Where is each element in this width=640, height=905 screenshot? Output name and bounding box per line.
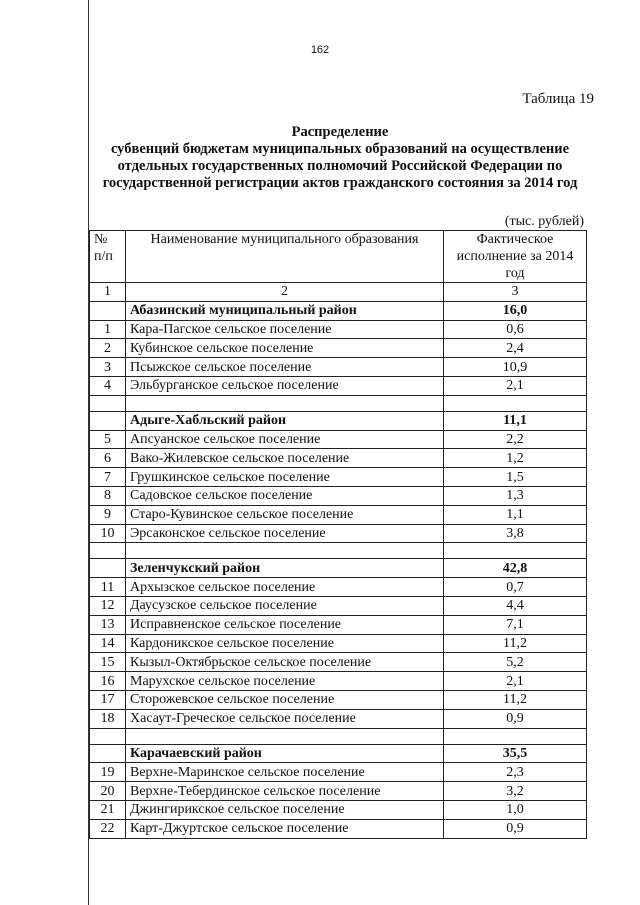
row-name	[126, 543, 444, 559]
row-value: 1,0	[444, 800, 587, 819]
row-name: Эльбурганское сельское поселение	[126, 376, 444, 395]
row-name	[126, 395, 444, 411]
row-value: 0,7	[444, 578, 587, 597]
row-value: 1,2	[444, 449, 587, 468]
row-value: 2,1	[444, 376, 587, 395]
header-name: Наименование муниципального образования	[126, 231, 444, 283]
row-number	[90, 395, 126, 411]
table-row	[90, 653, 587, 672]
header-num: № п/п	[90, 231, 126, 283]
title-line: отдельных государственных полномочий Российской Федерации по	[117, 158, 563, 174]
row-value: 1,3	[444, 486, 587, 505]
table-row	[90, 486, 587, 505]
district-name: Зеленчукский район	[126, 559, 444, 578]
row-number	[90, 728, 126, 744]
row-value: 1,5	[444, 468, 587, 487]
row-number: 8	[90, 486, 126, 505]
table-row	[90, 782, 587, 801]
row-value: 3,8	[444, 524, 587, 543]
spacer-row	[90, 543, 587, 559]
document-title	[90, 124, 590, 192]
row-value: 5,2	[444, 653, 587, 672]
district-row	[90, 301, 587, 320]
spacer-row	[90, 728, 587, 744]
table-row	[90, 320, 587, 339]
row-value: 2,1	[444, 672, 587, 691]
column-index: 2	[126, 283, 444, 302]
row-name: Джингирикское сельское поселение	[126, 800, 444, 819]
row-value: 2,4	[444, 339, 587, 358]
district-total: 11,1	[444, 411, 587, 430]
row-value	[444, 728, 587, 744]
row-number: 5	[90, 430, 126, 449]
row-number: 2	[90, 339, 126, 358]
row-number: 14	[90, 634, 126, 653]
row-name: Грушкинское сельское поселение	[126, 468, 444, 487]
table-row	[90, 690, 587, 709]
header-row	[90, 231, 587, 283]
district-total: 35,5	[444, 744, 587, 763]
row-name: Кардоникское сельское поселение	[126, 634, 444, 653]
row-name: Садовское сельское поселение	[126, 486, 444, 505]
row-name: Верхне-Тебердинское сельское поселение	[126, 782, 444, 801]
row-value: 11,2	[444, 690, 587, 709]
row-value: 7,1	[444, 615, 587, 634]
table-row	[90, 524, 587, 543]
row-number	[90, 411, 126, 430]
table-row	[90, 376, 587, 395]
row-number	[90, 543, 126, 559]
row-value	[444, 543, 587, 559]
row-name: Псыжское сельское поселение	[126, 358, 444, 377]
row-value: 10,9	[444, 358, 587, 377]
title-line: Распределение	[291, 124, 389, 140]
row-number: 13	[90, 615, 126, 634]
row-value: 0,9	[444, 709, 587, 728]
row-number: 19	[90, 763, 126, 782]
table-row	[90, 615, 587, 634]
table-row	[90, 358, 587, 377]
page-number: 162	[310, 44, 330, 56]
table-row	[90, 672, 587, 691]
district-total: 16,0	[444, 301, 587, 320]
row-number: 15	[90, 653, 126, 672]
table-row	[90, 468, 587, 487]
units-label: (тыс. рублей)	[504, 214, 584, 229]
row-name: Хасаут-Греческое сельское поселение	[126, 709, 444, 728]
column-index: 3	[444, 283, 587, 302]
column-index-row	[90, 283, 587, 302]
row-number: 1	[90, 320, 126, 339]
table-row	[90, 578, 587, 597]
row-name: Архызское сельское поселение	[126, 578, 444, 597]
table-row	[90, 505, 587, 524]
row-name: Эрсаконское сельское поселение	[126, 524, 444, 543]
row-name	[126, 728, 444, 744]
district-name: Абазинский муниципальный район	[126, 301, 444, 320]
table-row	[90, 709, 587, 728]
row-name: Исправненское сельское поселение	[126, 615, 444, 634]
row-number: 4	[90, 376, 126, 395]
row-name: Вако-Жилевское сельское поселение	[126, 449, 444, 468]
table-row	[90, 634, 587, 653]
table-row	[90, 763, 587, 782]
district-row	[90, 744, 587, 763]
row-value: 0,6	[444, 320, 587, 339]
row-name: Кара-Пагское сельское поселение	[126, 320, 444, 339]
district-total: 42,8	[444, 559, 587, 578]
table-row	[90, 819, 587, 838]
table-row	[90, 800, 587, 819]
row-number: 18	[90, 709, 126, 728]
row-number: 20	[90, 782, 126, 801]
table-label: Таблица 19	[522, 91, 594, 107]
row-number: 10	[90, 524, 126, 543]
column-index: 1	[90, 283, 126, 302]
district-name: Адыге-Хабльский район	[126, 411, 444, 430]
row-number: 9	[90, 505, 126, 524]
row-name: Верхне-Маринское сельское поселение	[126, 763, 444, 782]
row-name: Старо-Кувинское сельское поселение	[126, 505, 444, 524]
table-row	[90, 339, 587, 358]
row-name: Даусузское сельское поселение	[126, 596, 444, 615]
subvention-table	[89, 230, 587, 839]
row-number: 11	[90, 578, 126, 597]
row-value: 2,3	[444, 763, 587, 782]
row-name: Карт-Джуртское сельское поселение	[126, 819, 444, 838]
row-number: 7	[90, 468, 126, 487]
row-number: 17	[90, 690, 126, 709]
row-name: Апсуанское сельское поселение	[126, 430, 444, 449]
row-number	[90, 559, 126, 578]
row-number	[90, 744, 126, 763]
row-number	[90, 301, 126, 320]
spacer-row	[90, 395, 587, 411]
district-row	[90, 559, 587, 578]
row-number: 3	[90, 358, 126, 377]
table-row	[90, 449, 587, 468]
row-number: 6	[90, 449, 126, 468]
row-number: 21	[90, 800, 126, 819]
title-line: государственной регистрации актов гражданского состояния за 2014 год	[102, 175, 578, 191]
header-value: Фактическое исполнение за 2014 год	[444, 231, 587, 283]
district-name: Карачаевский район	[126, 744, 444, 763]
row-name: Кубинское сельское поселение	[126, 339, 444, 358]
row-number: 12	[90, 596, 126, 615]
table-row	[90, 430, 587, 449]
row-value: 0,9	[444, 819, 587, 838]
row-value: 2,2	[444, 430, 587, 449]
row-value: 11,2	[444, 634, 587, 653]
row-name: Марухское сельское поселение	[126, 672, 444, 691]
title-line: субвенций бюджетам муниципальных образований на осуществление	[110, 141, 570, 157]
row-number: 16	[90, 672, 126, 691]
table-row	[90, 596, 587, 615]
row-value: 3,2	[444, 782, 587, 801]
row-number: 22	[90, 819, 126, 838]
row-name: Сторожевское сельское поселение	[126, 690, 444, 709]
district-row	[90, 411, 587, 430]
row-name: Кызыл-Октябрьское сельское поселение	[126, 653, 444, 672]
row-value	[444, 395, 587, 411]
row-value: 4,4	[444, 596, 587, 615]
row-value: 1,1	[444, 505, 587, 524]
